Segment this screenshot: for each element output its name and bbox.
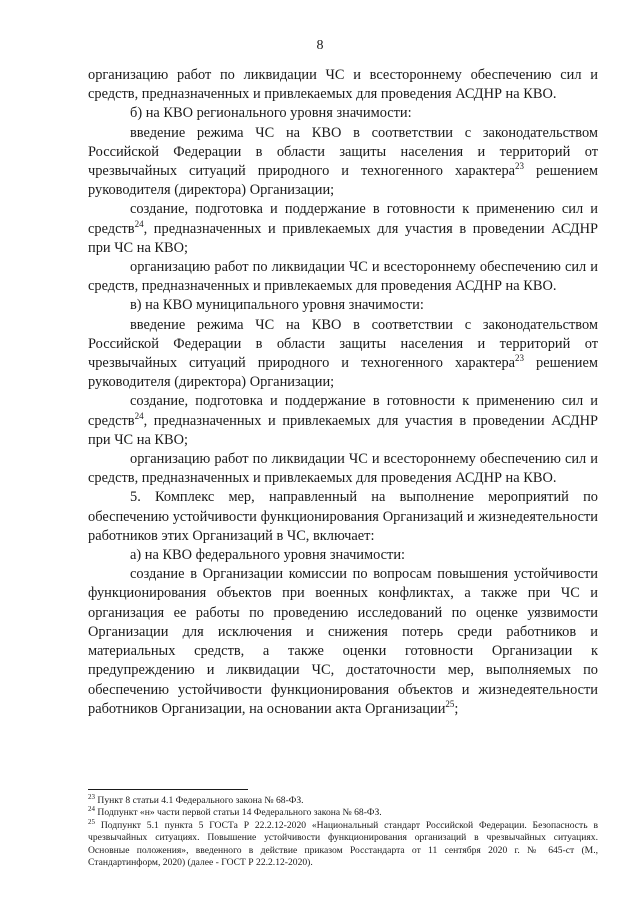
footnote-reference: 23 xyxy=(515,161,525,172)
numbered-paragraph: 5. Комплекс мер, направленный на выполнение мероприятий по обеспечению устойчивости функционирования Организаций и жизнедеятельности работников этих Организаций в ЧС, включает: xyxy=(88,489,598,544)
footnote-reference: 23 xyxy=(515,353,525,364)
footnote xyxy=(88,807,598,819)
paragraph xyxy=(88,124,598,201)
footnote-number: 23 xyxy=(88,792,95,801)
footnote-divider xyxy=(88,789,248,790)
paragraph xyxy=(88,316,598,393)
document-body xyxy=(88,66,598,719)
paragraph-text: введение режима ЧС на КВО в соответствии с законодательством Российской Федерации в области защиты населения и территорий от чрезвычайных ситуаций природного и техногенного характера xyxy=(88,124,598,180)
paragraph-text: ; xyxy=(454,700,459,717)
page-number: 8 xyxy=(316,38,324,53)
paragraph-text: создание, подготовка и поддержание в готовности к применению сил и средств xyxy=(88,201,598,237)
footnote-text: Подпункт «н» части первой статьи 14 Федерального закона № 68-ФЗ. xyxy=(95,807,382,819)
footnote-text: Подпункт 5.1 пункта 5 ГОСТа Р 22.2.12-2020 «Национальный стандарт Российской Федерации. Безопасность в чрезвычайных ситуациях. Повышение устойчивости функционирования организаций в чрезвычайных ситуациях. Основные положения», введенного в действие приказом Росстандарта от 11 сентября 2020 г. № 645-ст (М., Стандартинформ, 2020) (далее - ГОСТ Р 22.2.12-2020). xyxy=(88,819,598,869)
paragraph xyxy=(88,565,598,719)
paragraph: организацию работ по ликвидации ЧС и всестороннему обеспечению сил и средств, предназначенных и привлекаемых для проведения АСДНР на КВО. xyxy=(88,259,598,295)
paragraph-text: создание, подготовка и поддержание в готовности к применению сил и средств xyxy=(88,393,598,429)
footnote-number: 25 xyxy=(88,817,95,826)
paragraph-text: , предназначенных и привлекаемых для участия в проведении АСДНР при ЧС на КВО; xyxy=(88,412,598,448)
paragraph xyxy=(88,392,598,450)
footnote-reference: 24 xyxy=(134,410,144,421)
paragraph-text: решением руководителя (директора) Организации; xyxy=(88,355,599,391)
footnote-reference: 25 xyxy=(445,698,455,709)
footnote-reference: 24 xyxy=(134,218,144,229)
paragraph-text: создание в Организации комиссии по вопросам повышения устойчивости функционирования объектов при военных конфликтах, а также при ЧС и организация ее работы по проведению исследований по оценке уязвимости Организации для исключения и снижения потерь среди работников и материальных средств, а также оценки готовности Организации к предупреждению и ликвидации ЧС, достаточности мер, выполняемых по обеспечению устойчивости функционирования объектов и жизнедеятельности работников Организации, на основании акта Организации xyxy=(88,566,598,717)
paragraph-text: , предназначенных и привлекаемых для участия в проведении АСДНР при ЧС на КВО; xyxy=(88,220,598,256)
footnote xyxy=(88,792,598,807)
paragraph: организацию работ по ликвидации ЧС и всестороннему обеспечению сил и средств, предназначенных и привлекаемых для проведения АСДНР на КВО. xyxy=(88,67,598,103)
paragraph-text: введение режима ЧС на КВО в соответствии с законодательством Российской Федерации в области защиты населения и территорий от чрезвычайных ситуаций природного и техногенного характера xyxy=(88,316,598,372)
section-heading: б) на КВО регионального уровня значимости: xyxy=(130,105,412,122)
paragraph-text: решением руководителя (директора) Организации; xyxy=(88,163,599,199)
section-heading: в) на КВО муниципального уровня значимости: xyxy=(130,297,424,314)
paragraph: организацию работ по ликвидации ЧС и всестороннему обеспечению сил и средств, предназначенных и привлекаемых для проведения АСДНР на КВО. xyxy=(88,451,598,487)
footnote-number: 24 xyxy=(88,805,95,814)
footnote xyxy=(88,817,598,870)
footnotes xyxy=(88,792,598,869)
footnote-text: Пункт 8 статьи 4.1 Федерального закона № 68-ФЗ. xyxy=(95,795,304,806)
section-heading: а) на КВО федерального уровня значимости: xyxy=(130,547,406,564)
paragraph xyxy=(88,200,598,258)
